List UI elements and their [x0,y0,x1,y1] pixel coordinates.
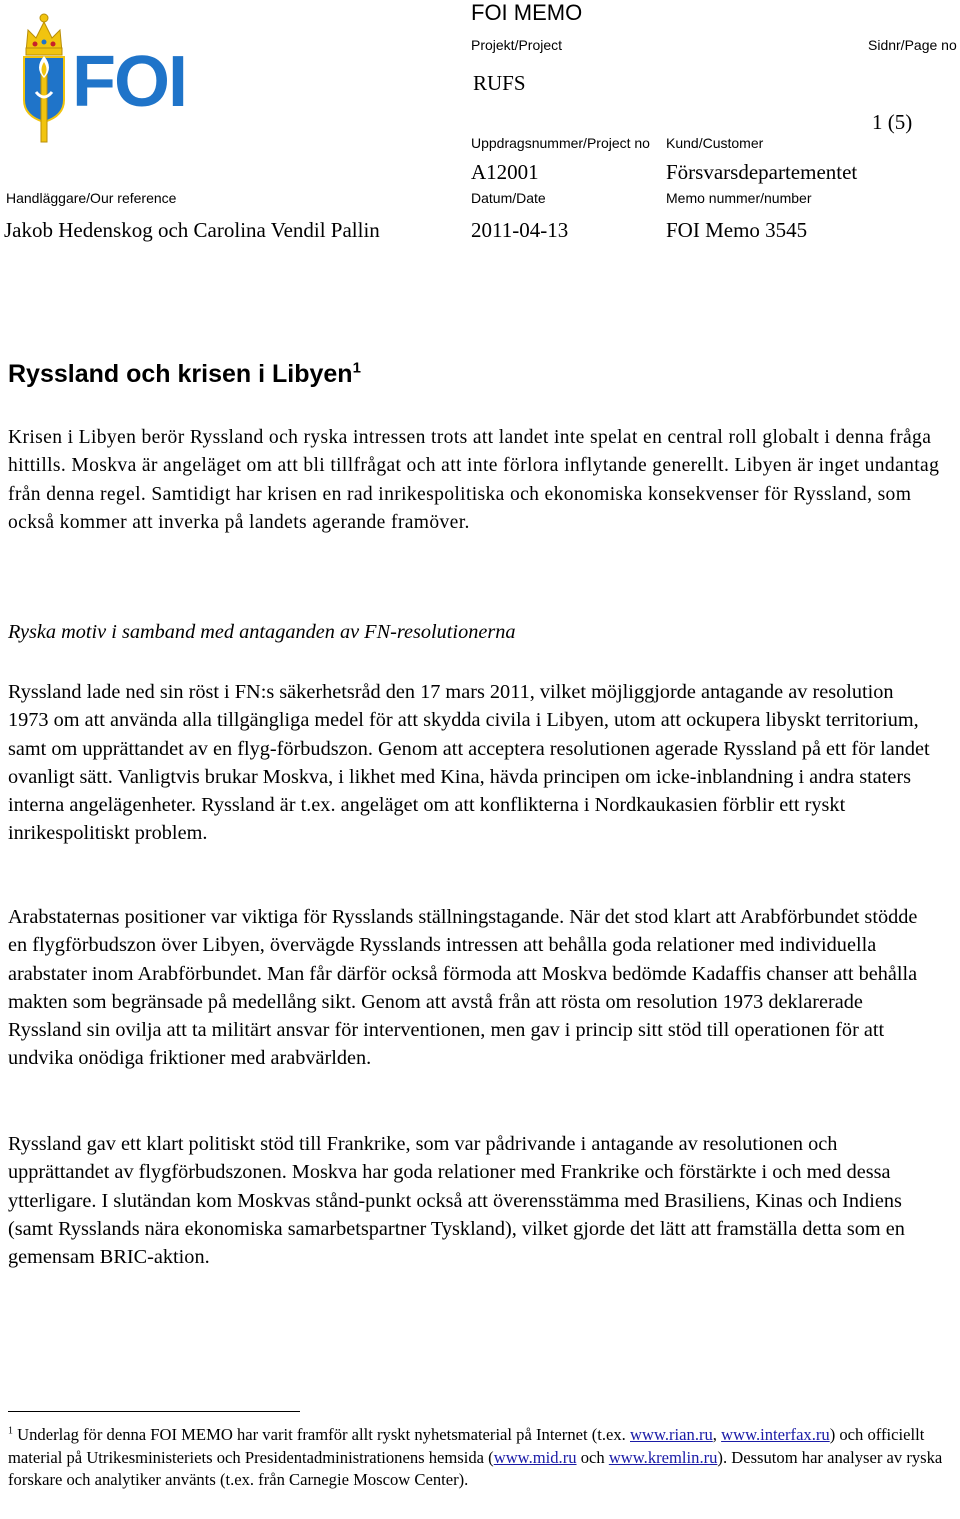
crown-emblem-icon [24,14,64,142]
link-mid[interactable]: www.mid.ru [493,1447,577,1467]
footnote-text: ). Dessutom har analyser av ryska forskare och analytiker använts (t.ex. från Carnegie Moscow Center). [8,1447,943,1489]
project-value: RUFS [473,71,526,95]
link-interfax[interactable]: www.interfax.ru [721,1425,830,1444]
memo-title: FOI MEMO [471,0,583,25]
document-title-text: Ryssland och krisen i Libyen [8,360,353,388]
title-footnote-ref: 1 [352,359,361,377]
reference-value: Jakob Hedenskog och Carolina Vendil Pallin [4,218,380,242]
section-heading: Ryska motiv i samband med antaganden av FN-resolutionerna [8,621,516,643]
page-label: Sidnr/Page no [868,37,957,53]
foi-logo [18,8,208,144]
date-label: Datum/Date [471,190,546,206]
page-value: 1 (5) [872,110,913,134]
customer-label: Kund/Customer [666,135,764,151]
date-value: 2011-04-13 [471,218,569,242]
reference-label: Handläggare/Our reference [6,190,177,206]
footnote-number: 1 [8,1425,13,1437]
body-paragraph: Arabstaternas positioner var viktiga för Rysslands ställningstagande. När det stod klart att Arabförbundet stödde en flygförbudszon över Libyen, övervägde Rysslands intressen att behålla goda relationer med individuella arabstater inom Arabförbundet. Man får därför också förmoda att Moskva bedömde Kadaffis chanser att behålla makten som begränsade på medellång sikt. Genom att avstå från att rösta om resolution 1973 deklarerade Ryssland sin ovilja att ta militärt ansvar för interventionen, men gav i princip sitt stöd till operationen för att undvika onödiga friktioner med arabvärlden. [8,906,918,1070]
footnote-separator [8,1411,300,1412]
footnote-text: ) och officiellt material på Utrikesministeriets och Presidentadministrationens hemsida ( [8,1425,925,1467]
project-number-label: Uppdragsnummer/Project no [471,135,650,151]
link-rian[interactable]: www.rian.ru [630,1425,713,1444]
footnote-text: och [580,1447,605,1467]
memo-number-label: Memo nummer/number [666,190,812,206]
footnote-text: Underlag för denna FOI MEMO har varit framför allt ryskt nyhetsmaterial på Internet (t.ex. [17,1425,626,1444]
body-paragraph: Ryssland gav ett klart politiskt stöd till Frankrike, som var pådrivande i antagande av resolutionen och upprättandet av flygförbudszonen. Moskva har goda relationer med Frankrike och förstärkte i och med dessa ytterligare. I slutändan kom Moskvas stånd-punkt också att överensstämma med Brasiliens, Kinas och Indiens (samt Rysslands nära ekonomiska samarbetspartner Tyskland), vilket gjorde det lätt att framställa detta som en gemensam BRIC-aktion. [8,1133,905,1269]
project-number-value: A12001 [471,160,539,184]
lead-paragraph: Krisen i Libyen berör Ryssland och ryska intressen trots att landet inte spelat en central roll globalt i denna fråga hittills. Moskva är angeläget om att bli tillfrågat och att inte förlora inflytande generellt. Libyen är inget undantag från denna regel. Samtidigt har krisen en rad inrikespolitiska och ekonomiska konsekvenser för Ryssland, som också kommer att inverka på landets agerande framöver. [8,427,940,533]
footnote-text: , [712,1425,717,1444]
body-paragraph: Ryssland lade ned sin röst i FN:s säkerhetsråd den 17 mars 2011, vilket möjliggjorde antagande av resolution 1973 om att använda alla tillgängliga medel för att skydda civila i Libyen, utom att ockupera libyskt territorium, samt om upprättandet av en flyg-förbudszon. Genom att acceptera resolutionen agerade Ryssland på ett för landet ovanligt sätt. Vanligtvis brukar Moskva, i likhet med Kina, hävda principen om icke-inblandning i andra staters interna angelägenheter. Ryssland är t.ex. angeläget om att konflikterna i Nordkaukasien förblir ett ryskt inrikespolitiskt problem. [8,681,930,845]
document-title [8,360,361,389]
customer-value: Försvarsdepartementet [666,160,858,184]
memo-number-value: FOI Memo 3545 [666,218,808,242]
link-kremlin[interactable]: www.kremlin.ru [608,1447,718,1467]
project-label: Projekt/Project [471,37,563,53]
foi-wordmark: FOI [72,42,186,122]
footnote [8,1424,948,1492]
